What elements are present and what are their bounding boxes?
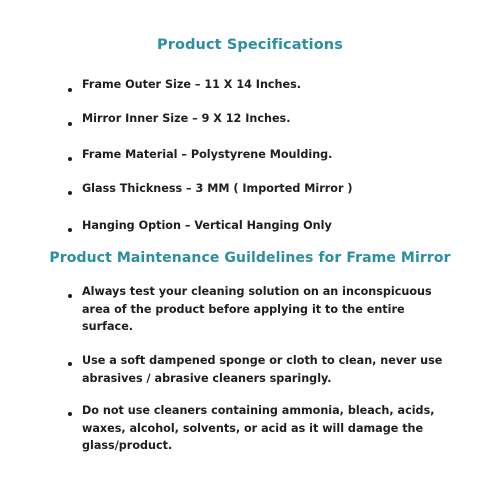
guideline-item-soft-sponge: Use a soft dampened sponge or cloth to clean, never use abrasives / abrasive cleaners sparingly. (82, 354, 443, 385)
bullet-icon (68, 412, 72, 416)
spec-item-frame-outer-size: Frame Outer Size – 11 X 14 Inches. (82, 78, 301, 91)
specifications-heading: Product Specifications (157, 37, 343, 53)
maintenance-heading: Product Maintenance Guildelines for Frame Mirror (49, 250, 451, 266)
bullet-icon (68, 362, 72, 366)
spec-item-mirror-inner-size: Mirror Inner Size – 9 X 12 Inches. (82, 112, 291, 125)
spec-item-hanging-option: Hanging Option – Vertical Hanging Only (82, 219, 332, 232)
bullet-icon (68, 157, 72, 161)
spec-item-glass-thickness: Glass Thickness – 3 MM ( Imported Mirror ) (82, 182, 353, 195)
bullet-icon (68, 88, 72, 92)
bullet-icon (68, 294, 72, 298)
guideline-item-test-solution: Always test your cleaning solution on an inconspicuous area of the product before applying it to the entire surface. (82, 285, 432, 333)
bullet-icon (68, 228, 72, 232)
bullet-icon (68, 191, 72, 195)
spec-item-frame-material: Frame Material – Polystyrene Moulding. (82, 148, 333, 161)
guideline-item-no-harsh-cleaners: Do not use cleaners containing ammonia, bleach, acids, waxes, alcohol, solvents, or acid as it will damage the glass/product. (82, 404, 435, 452)
bullet-icon (68, 122, 72, 126)
